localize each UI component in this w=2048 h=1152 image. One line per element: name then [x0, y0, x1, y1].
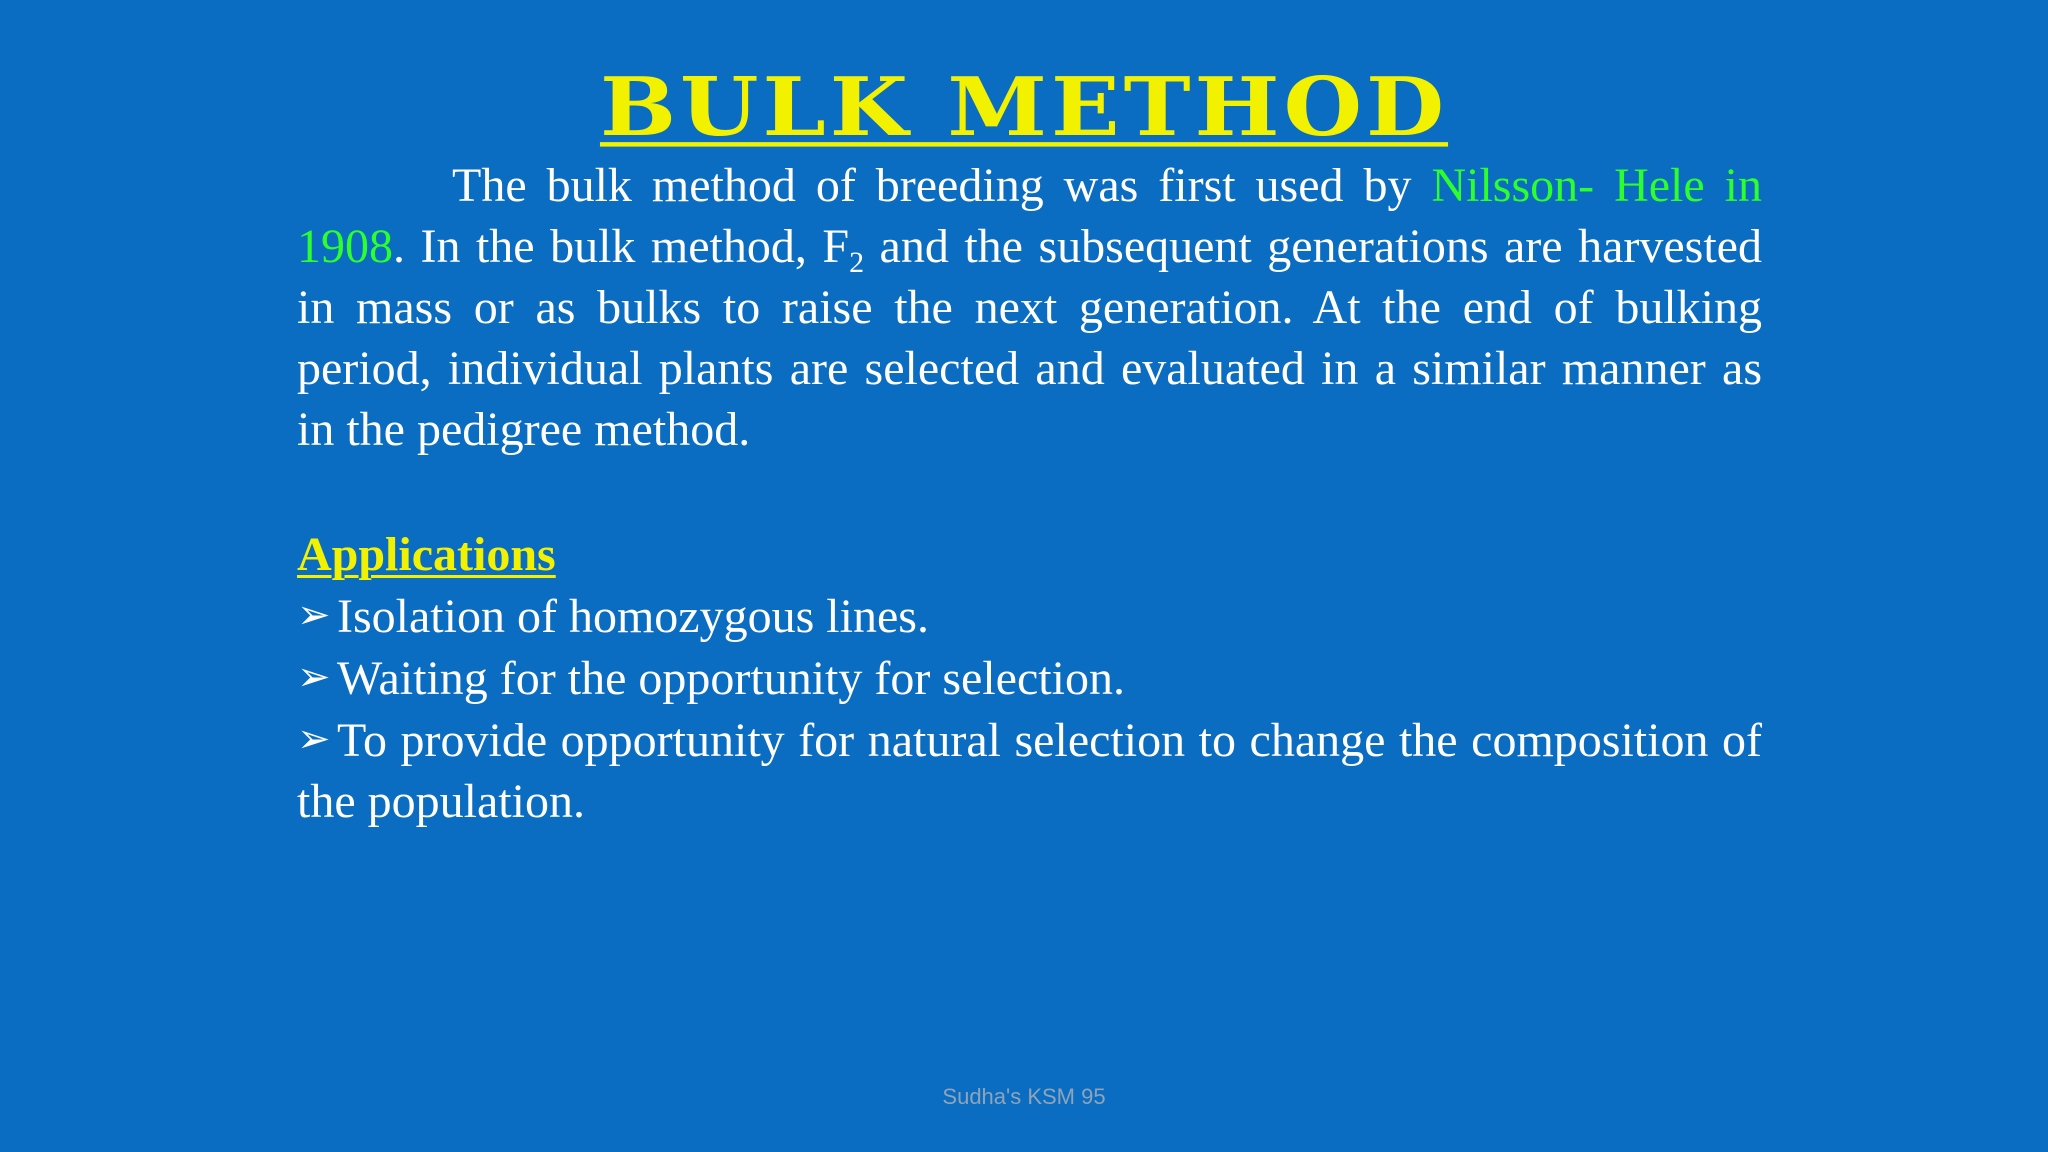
slide-footer: Sudha's KSM 95	[942, 1084, 1106, 1109]
application-item-text: Waiting for the opportunity for selection.	[337, 652, 1125, 705]
application-item	[297, 709, 1762, 832]
applications-list	[297, 585, 1762, 832]
slide-content	[297, 155, 1762, 832]
application-item-text: To provide opportunity for natural selection to change the composition of the population.	[297, 714, 1762, 828]
slide-title-text: BULK METHOD	[599, 59, 1449, 155]
application-item	[297, 647, 1762, 709]
intro-text-part2: . In the bulk method, F	[393, 220, 850, 273]
intro-paragraph	[297, 155, 1762, 460]
arrow-bullet-icon: ➢	[297, 654, 331, 700]
slide-title	[0, 58, 2048, 157]
application-item	[297, 585, 1762, 647]
f2-subscript: 2	[849, 246, 865, 279]
intro-text-part3: and the subsequent generations are harvested in mass or as bulks to raise the next generation. At the end of bulking period, individual plants are selected and evaluated in a similar manner as in the pedigree method.	[297, 220, 1762, 456]
arrow-bullet-icon: ➢	[297, 716, 331, 762]
intro-text-part1: The bulk method of breeding was first used by	[452, 159, 1432, 212]
application-item-text: Isolation of homozygous lines.	[337, 590, 929, 643]
arrow-bullet-icon: ➢	[297, 592, 331, 638]
intro-highlight-author: Nilsson- Hele in 1908	[297, 159, 1762, 273]
applications-heading: Applications	[297, 528, 556, 581]
